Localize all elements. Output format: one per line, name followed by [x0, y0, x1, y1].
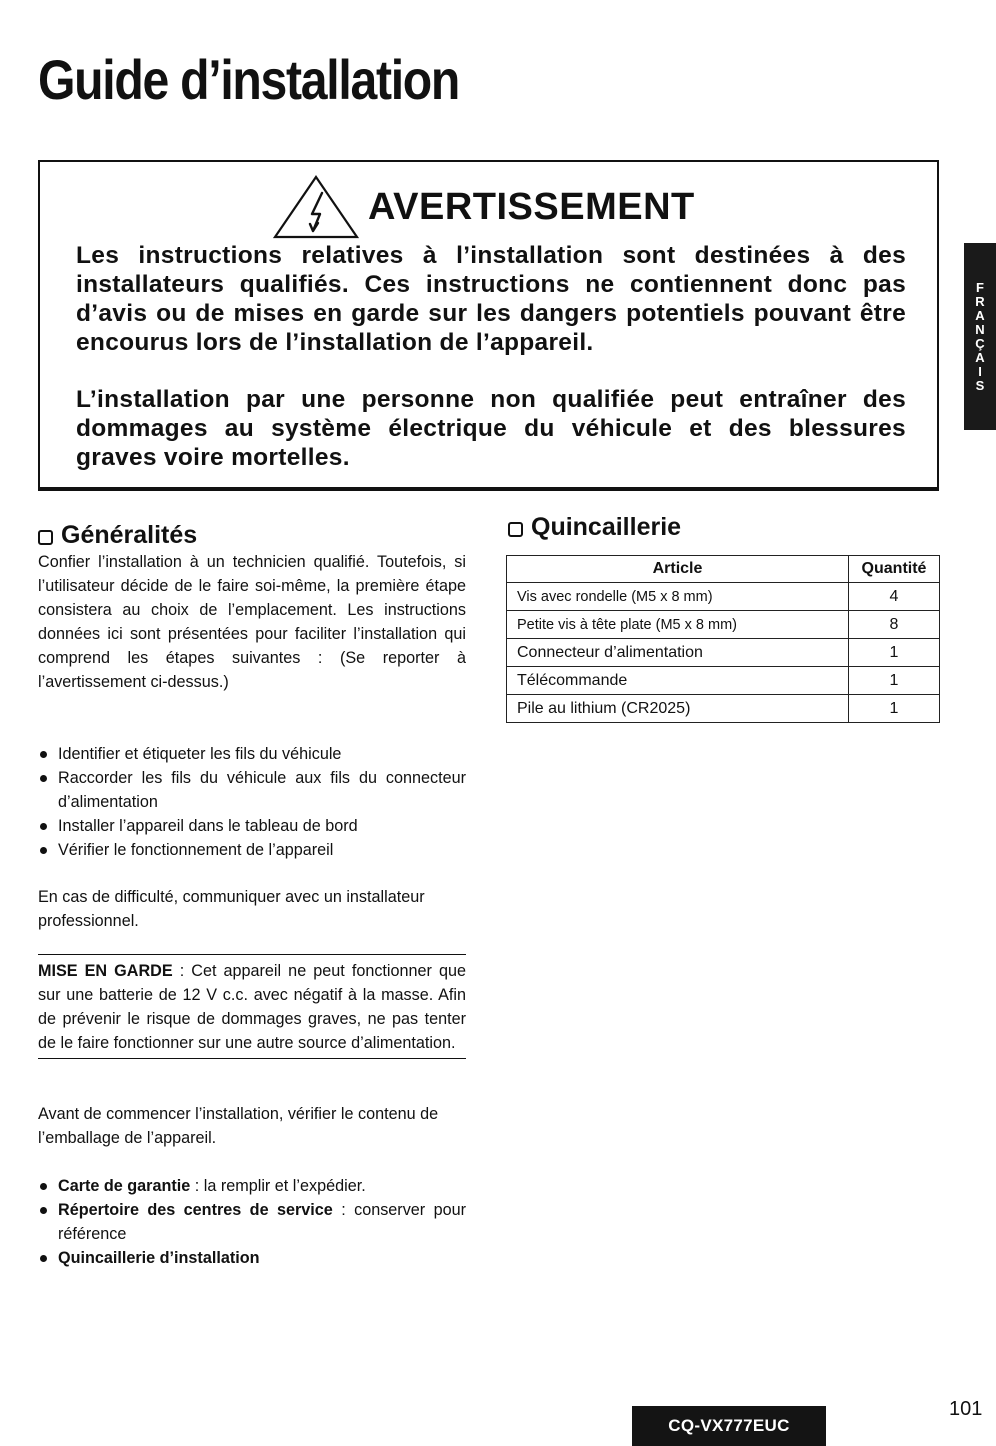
list-item-bold: Répertoire des centres de service: [58, 1201, 333, 1219]
list-item: Vérifier le fonctionnement de l’appareil: [38, 838, 466, 862]
difficulty-note: En cas de difficulté, communiquer avec un installateur professionnel.: [38, 888, 425, 930]
electric-hazard-icon: [272, 174, 360, 240]
table-cell-article: Vis avec rondelle (M5 x 8 mm): [507, 583, 849, 611]
table-row: [507, 667, 940, 695]
table-cell-quantity: 1: [849, 639, 940, 667]
checkbox-icon: [508, 522, 523, 537]
table-cell-article: Connecteur d’alimentation: [507, 639, 849, 667]
generalites-heading-text: Généralités: [61, 521, 198, 549]
table-cell-article: Pile au lithium (CR2025): [507, 695, 849, 723]
table-row: [507, 611, 940, 639]
list-item: [38, 1198, 466, 1246]
page-title: Guide d’installation: [38, 48, 460, 111]
language-tab-letter: I: [978, 363, 982, 379]
package-check-note: Avant de commencer l’installation, vérifier le contenu de l’emballage de l’appareil.: [38, 1105, 439, 1147]
caution-box: [38, 954, 466, 1059]
table-cell-article: Télécommande: [507, 667, 849, 695]
language-tab-letter: R: [975, 293, 985, 309]
table-row: [507, 639, 940, 667]
table-header-row: [507, 556, 940, 583]
table-cell-quantity: 8: [849, 611, 940, 639]
list-item-bold: Carte de garantie: [58, 1177, 191, 1195]
list-item: [38, 1174, 466, 1198]
table-cell-quantity: 1: [849, 695, 940, 723]
list-item-bold: Quincaillerie d’installation: [58, 1249, 260, 1267]
checkbox-icon: [38, 530, 53, 545]
hardware-table: [506, 555, 940, 723]
warning-paragraph-2: L’installation par une personne non qualifiée peut entraîner des dommages au système électrique du véhicule et des blessures graves voire mortelles.: [76, 386, 906, 471]
table-cell-article: Petite vis à tête plate (M5 x 8 mm): [507, 611, 849, 639]
language-tab-letter: Ç: [975, 335, 985, 351]
language-tab-letter: S: [975, 377, 985, 393]
generalites-intro: Confier l’installation à un technicien qualifié. Toutefois, si l’utilisateur décide de le faire soi-même, la première étape consistera au choix de l’emplacement. Les instructions données ici sont présentées pour faciliter l’installation qui comprend les étapes suivantes : (Se reporter à l’avertissement ci-dessus.): [38, 553, 466, 691]
quincaillerie-heading: [508, 512, 681, 542]
list-item: Identifier et étiqueter les fils du véhicule: [38, 742, 466, 766]
warning-header: [272, 172, 695, 242]
warning-heading: AVERTISSEMENT: [368, 185, 695, 228]
column-header-article: Article: [507, 556, 849, 583]
warning-paragraph-1: Les instructions relatives à l’installation sont destinées à des installateurs qualifiés. Ces instructions ne contiennent donc pas d’avis ou de mises en garde sur les dangers potentiels pouvant être encourus lors de l’installation de l’appareil.: [76, 242, 906, 356]
list-item: Installer l’appareil dans le tableau de bord: [38, 814, 466, 838]
list-item-rest: : conserver pour référence: [58, 1201, 466, 1243]
table-cell-quantity: 4: [849, 583, 940, 611]
language-tab-letter: A: [975, 307, 985, 323]
quincaillerie-heading-text: Quincaillerie: [531, 513, 682, 541]
package-contents-list: [38, 1174, 466, 1270]
column-header-quantity: Quantité: [849, 556, 940, 583]
list-item: [38, 1246, 466, 1270]
caution-text: [38, 959, 466, 1055]
language-tab-letter: N: [975, 321, 985, 337]
language-tab-letter: A: [975, 349, 985, 365]
list-item-rest: : la remplir et l’expédier.: [190, 1177, 366, 1195]
list-item: Raccorder les fils du véhicule aux fils du connecteur d’alimentation: [38, 766, 466, 814]
language-tab: [964, 243, 996, 430]
language-tab-letter: F: [976, 279, 984, 295]
installation-steps-list: [38, 742, 466, 862]
table-cell-quantity: 1: [849, 667, 940, 695]
page-number: 101: [949, 1398, 983, 1420]
caution-body: : Cet appareil ne peut fonctionner que sur une batterie de 12 V c.c. avec négatif à la masse. Afin de prévenir le risque de dommages graves, ne pas tenter de le faire fonctionner sur une autre source d’alimentation.: [38, 962, 466, 1052]
table-row: [507, 695, 940, 723]
caution-label: MISE EN GARDE: [38, 962, 173, 980]
table-row: [507, 583, 940, 611]
generalites-heading: [38, 520, 197, 550]
model-number-label: CQ-VX777EUC: [632, 1406, 826, 1446]
